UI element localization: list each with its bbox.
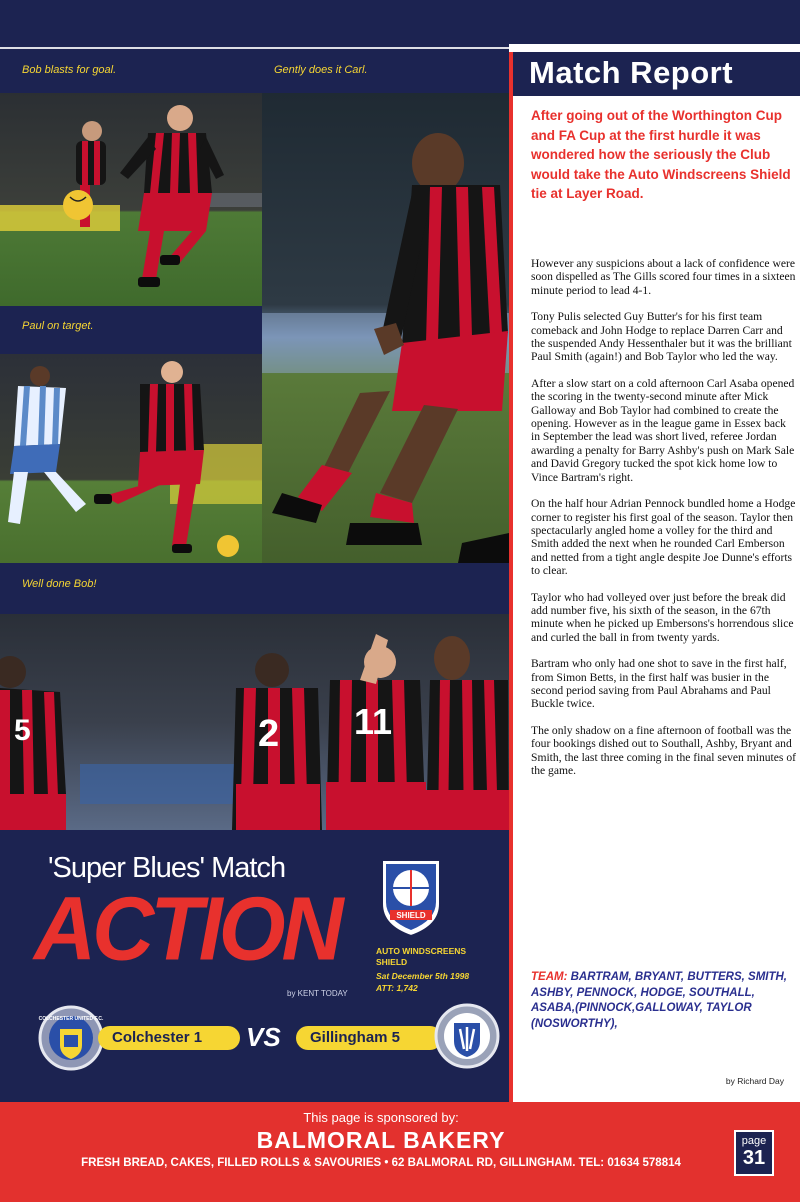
match-report-intro: After going out of the Worthington Cup and FA Cup at the first hurdle it was wondered how the seriously the Club would take the Auto Windscreens Shield tie at Layer Road. <box>531 108 791 201</box>
action-title: ACTION <box>34 878 340 980</box>
report-paragraph: Taylor who had volleyed over just before the break did add number five, his sixth of the season, in the 67th minute when he picked up Embersons's horrendous slice and curled the ball in from twenty yards. <box>531 590 794 644</box>
gillingham-crest <box>434 1003 500 1074</box>
report-paragraph: Tony Pulis selected Guy Butter's for his first team comeback and John Hodge to replace Darren Carr and the suspended Andy Hessenthaler but it was the brilliant Paul Smith (again!) and Bob Taylor who led the way. <box>531 310 792 364</box>
team-list: BARTRAM, BRYANT, BUTTERS, SMITH, ASHBY, PENNOCK, HODGE, SOUTHALL, ASABA,(PINNOCK,GALLOWAY, TAYLOR (NOSWORTHY), <box>531 971 787 1030</box>
shirt-number-5: 5 <box>14 714 31 747</box>
photo-paul-target <box>0 354 262 563</box>
photo-gently-carl <box>262 93 509 563</box>
report-paragraph: However any suspicions about a lack of confidence were soon dispelled as The Gills scored four times in a sixteen minute period to lead 4-1. <box>531 257 796 297</box>
sponsor-name: BALMORAL BAKERY <box>256 1127 506 1153</box>
caption-paul-target: Paul on target. <box>22 320 94 332</box>
report-paragraph: Bartram who only had one shot to save in the first half, from Simon Betts, in the first half was busier in the second period saving from Paul Abrahams and Paul Buckle twice. <box>531 657 787 711</box>
away-team-score: Gillingham 5 <box>296 1026 442 1050</box>
report-byline: by Richard Day <box>725 1076 784 1086</box>
match-report-header <box>513 52 800 96</box>
caption-well-done-bob: Well done Bob! <box>22 578 97 590</box>
football <box>63 190 93 220</box>
top-rule <box>0 47 800 49</box>
colchester-crest-text: COLCHESTER UNITED F.C. <box>38 1016 104 1022</box>
auto-windscreens-shield-badge <box>376 856 446 943</box>
caption-gently-carl: Gently does it Carl. <box>274 64 368 76</box>
caption-bob-blasts: Bob blasts for goal. <box>22 64 117 76</box>
team-lineup <box>531 970 797 1032</box>
sponsor-footer <box>0 1102 800 1202</box>
kent-today-credit: by KENT TODAY <box>287 989 348 998</box>
team-label: TEAM: <box>531 971 568 983</box>
match-report-body <box>531 257 797 790</box>
versus-label: VS <box>246 1022 281 1052</box>
shield-badge-text: SHIELD <box>396 911 426 920</box>
football <box>217 535 239 557</box>
photo-bob-blasts <box>0 93 262 306</box>
page-label: page <box>741 1135 767 1147</box>
colchester-crest <box>38 1005 104 1076</box>
competition-name: AUTO WINDSCREENS SHIELD <box>376 946 467 967</box>
match-report-title: Match Report <box>529 55 734 90</box>
top-stripe <box>0 0 800 44</box>
report-paragraph: On the half hour Adrian Pennock bundled home a Hodge corner to register his first goal of the season. Taylor then spectacularly angled home a volley for the third and Smith added the next when he rounded Carl Emberson and netted from a tight angle despite Joe Dunne's efforts to clear. <box>531 497 796 578</box>
sponsor-address: FRESH BREAD, CAKES, FILLED ROLLS & SAVOURIES • 62 BALMORAL RD, GILLINGHAM. TEL: 01634 578814 <box>81 1157 681 1169</box>
sponsored-by-text: This page is sponsored by: <box>303 1110 459 1125</box>
page-number-box <box>734 1130 774 1176</box>
shirt-number-11: 11 <box>354 701 393 742</box>
home-team-score: Colchester 1 <box>98 1026 240 1050</box>
match-report-column <box>509 52 800 1102</box>
shirt-number-2: 2 <box>258 713 280 755</box>
match-attendance: ATT: 1,742 <box>376 983 418 993</box>
page-number: 31 <box>742 1147 766 1169</box>
match-date: Sat December 5th 1998 <box>376 971 470 981</box>
report-paragraph: The only shadow on a fine afternoon of football was the four bookings dished out to Southall, Ashby, Bryant and Smith, the last three coming in the final seven minutes of the game. <box>531 723 796 777</box>
super-blues-title: 'Super Blues' Match <box>48 852 286 884</box>
photo-well-done-bob <box>0 614 509 830</box>
report-paragraph: After a slow start on a cold afternoon Carl Asaba opened the scoring in the twenty-second minute after Mick Galloway and Bob Taylor had combined to create the opening. However as in the league game in Essex back in September the lead was short lived, referee Jordan awarding a penalty for Barry Ashby's push on Mark Sale and David Gregory tucked the spot kick home low to Vince Bartram's right. <box>531 376 795 484</box>
